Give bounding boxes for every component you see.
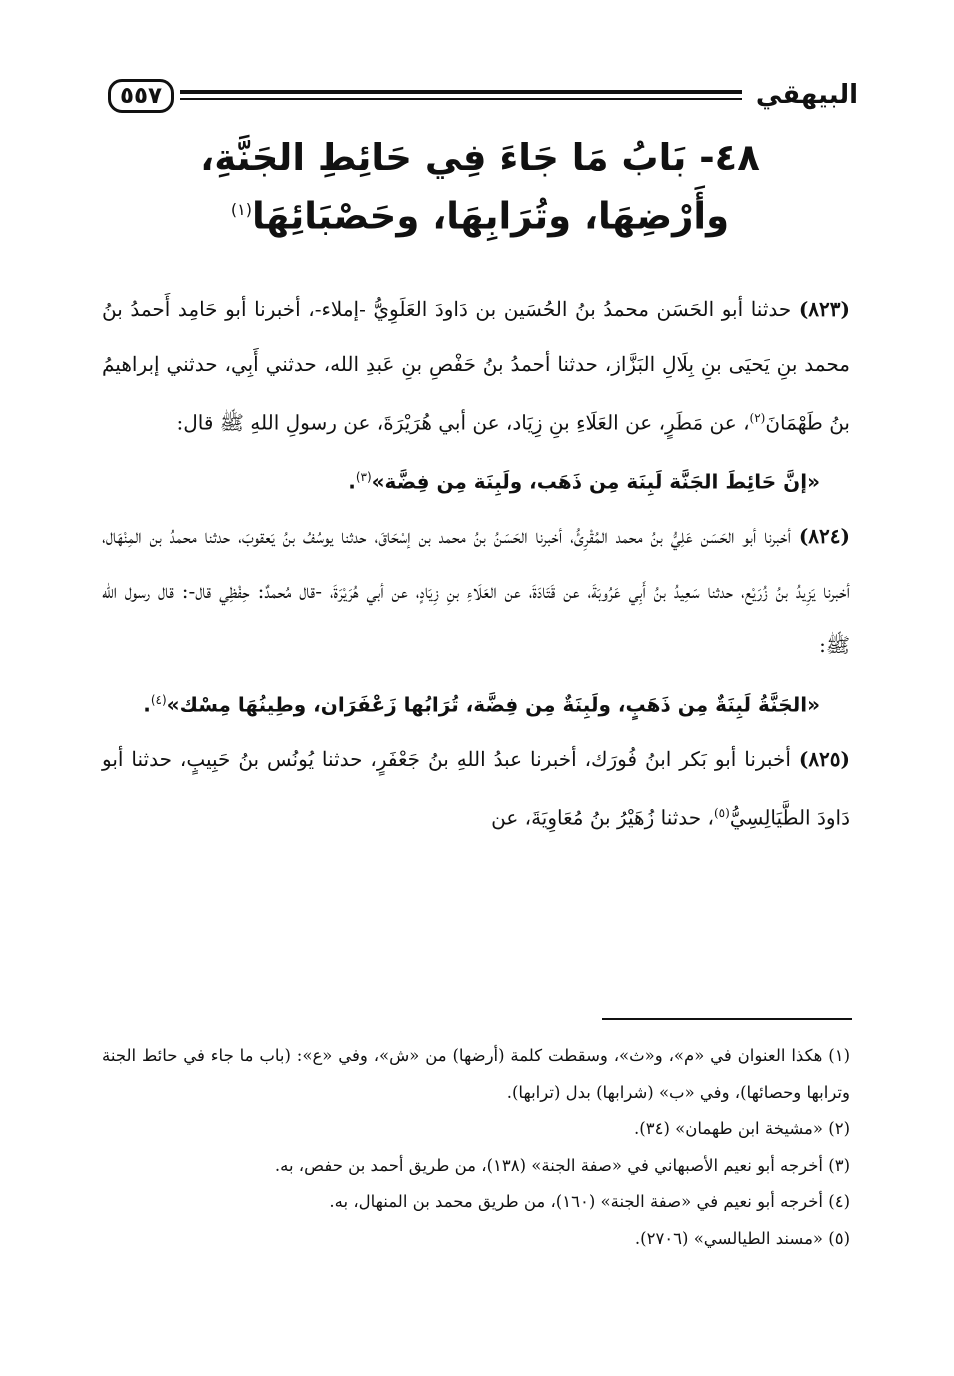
header-rule [180,90,742,102]
footnote-separator [602,1018,852,1020]
isnad-text: ، عن مَطَرٍ، عن العَلَاءِ بنِ زِيَاد، عن أبي هُرَيْرَةَ، عن رسولِ اللهِ ﷺ قال: [176,410,750,435]
isnad-text: حدثنا أبو الحَسَن محمدُ بنُ الحُسَين بن دَاودَ العَلَوِيُّ -إملاء-، أخبرنا أبو حَامِد أَحمدُ بنُ محمد بنِ يَحيَى بنِ بِلَالِ البَزَّاز، حدثنا أحمدُ بنُ حَفْصِ بنِ عَبدِ الله، حدثني أَبِي، حدثني إبراهيمُ بنُ طَهْمَانَ [102,297,850,435]
hadith-paragraph [102,282,850,450]
footnotes [102,1038,850,1257]
hadith-paragraph [102,732,850,846]
chapter-title-line-1: ٤٨- بَابُ مَا جَاءَ فِي حَائِطِ الجَنَّةِ، [200,136,760,179]
chapter-title-line-2 [100,184,860,242]
hadith-matn [102,450,850,509]
footnote: (٣) أخرجه أبو نعيم الأصبهاني في «صفة الجنة» (١٣٨)، من طريق أحمد بن حفص، به. [274,1155,850,1175]
page-number: ٥٥٧ [108,79,174,113]
isnad-text: أخبرنا أبو الحَسَن عَلِيُّ بنُ محمد المُقْرِئُ، أخبرنا الحَسَنُ بنُ محمد بن إسْحَاقَ، حدثنا يوسُفُ بنُ يَعقوبَ، حدثنا محمدُ بن المِنْهَال، أخبرنا يَزِيدُ بنُ زُرَيْع، حدثنا سَعِيدُ بنُ أَبِي عَرُوبَةَ، عن قَتَادَةَ، عن العَلَاءِ بنِ زِيَادٍ، عن أبي هُرَيْرَةَ، -قال مُحمدٌ: حِفْظِي قال-: قال رسول الله ﷺ: [102,524,850,658]
footnote-ref: (٢) [749,411,766,425]
hadith-number: (٨٢٣) [798,297,850,321]
chapter-title-line-2-text: وأَرْضِهَا، وتُرَابِهَا، وحَصْبَائِهَا [252,194,730,238]
matn-text: «الجَنَّةُ لَبِنَةٌ مِن ذَهَبٍ، ولَبِنَةٌ مِن فِضَّة، تُرَابُها زَعْفَرَان، وطِينُهَا مِسْك» [166,692,820,717]
footnote-ref: (١) [230,200,253,219]
isnad-text: ، حدثنا زُهَيْرُ بنُ مُعَاوِيَةَ، عن [491,806,714,831]
running-header [108,78,858,118]
matn-end: . [348,469,356,494]
footnote: (٢) «مشيخة ابن طهمان» (٣٤). [634,1119,850,1138]
matn-end: . [143,692,151,717]
chapter-title [100,132,860,242]
footnote: (١) هكذا العنوان في «م»، و«ث»، وسقطت كلمة (أرضها) من «ش»، وفي «ع»: (باب ما جاء في حائط الجنة وترابها وحصائها)، وفي «ب» (شرابها) بدل (ترابها). [102,1046,850,1102]
footnote-ref: (٥) [713,806,730,821]
footnote: (٥) «مسند الطيالسي» (٢٧٠٦). [634,1228,850,1248]
footnote-ref: (٣) [355,470,372,485]
footnote: (٤) أخرجه أبو نعيم في «صفة الجنة» (١٦٠)، من طريق محمد بن المنهال، به. [329,1192,850,1211]
hadith-number: (٨٢٥) [798,746,851,771]
body-text [102,282,850,846]
hadith-number: (٨٢٤) [798,524,850,549]
footnote-ref: (٤) [150,692,167,707]
book-title: البيهقي [755,80,858,110]
hadith-matn [102,673,850,732]
isnad-text: أخبرنا أبو بَكر ابنُ فُورَك، أخبرنا عبدُ اللهِ بنُ جَعْفَرٍ، حدثنا يُونُس بنُ حَبِيبٍ، حدثنا أبو دَاودَ الطَّيَالِسِيُّ [102,746,850,831]
matn-text: «إنَّ حَائِطَ الجَنَّة لَبِنَة مِن ذَهَب، ولَبِنَة مِن فِضَّة» [371,469,820,494]
hadith-paragraph [102,509,850,673]
